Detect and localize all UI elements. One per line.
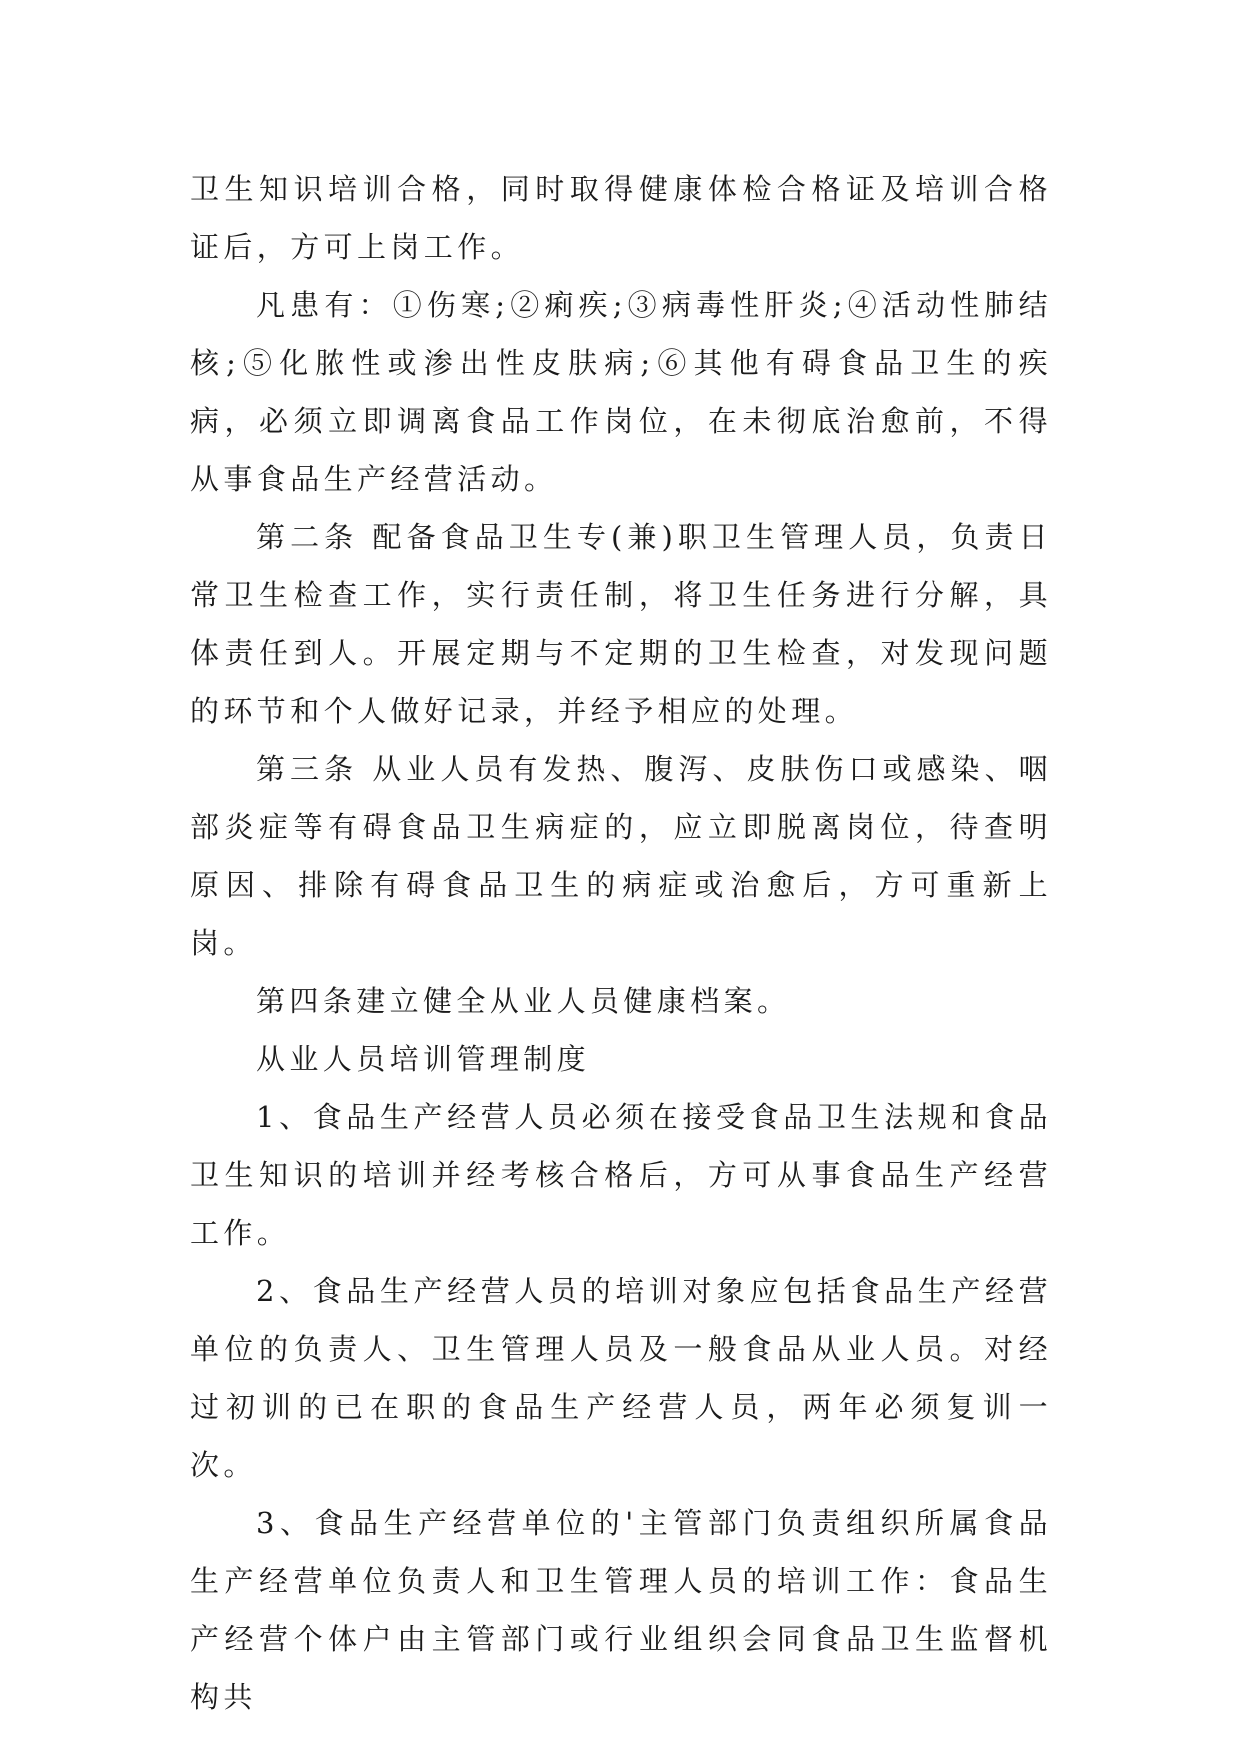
paragraph-health-certificate-continuation: 卫生知识培训合格，同时取得健康体检合格证及培训合格证后，方可上岗工作。 [190, 172, 1052, 264]
paragraph-item-two: 2、食品生产经营人员的培训对象应包括食品生产经营单位的负责人、卫生管理人员及一般食品从业人员。对经过初训的已在职的食品生产经营人员，两年必须复训一次。 [190, 1274, 1052, 1482]
section-heading-training-system: 从业人员培训管理制度 [256, 1042, 591, 1076]
document-body [190, 160, 1052, 1726]
paragraph-article-four: 第四条建立健全从业人员健康档案。 [256, 984, 791, 1018]
paragraph-article-two: 第二条 配备食品卫生专(兼)职卫生管理人员，负责日常卫生检查工作，实行责任制，将卫生任务进行分解，具体责任到人。开展定期与不定期的卫生检查，对发现问题的环节和个人做好记录，并经予相应的处理。 [190, 520, 1052, 728]
paragraph-item-one: 1、食品生产经营人员必须在接受食品卫生法规和食品卫生知识的培训并经考核合格后，方可从事食品生产经营工作。 [190, 1100, 1052, 1250]
paragraph-article-three: 第三条 从业人员有发热、腹泻、皮肤伤口或感染、咽部炎症等有碍食品卫生病症的，应立即脱离岗位，待查明原因、排除有碍食品卫生的病症或治愈后，方可重新上岗。 [190, 752, 1052, 960]
paragraph-item-three: 3、食品生产经营单位的'主管部门负责组织所属食品生产经营单位负责人和卫生管理人员的培训工作：食品生产经营个体户由主管部门或行业组织会同食品卫生监督机构共 [190, 1506, 1052, 1714]
paragraph-disease-list: 凡患有：①伤寒;②痢疾;③病毒性肝炎;④活动性肺结核;⑤化脓性或渗出性皮肤病;⑥其他有碍食品卫生的疾病，必须立即调离食品工作岗位，在未彻底治愈前，不得从事食品生产经营活动。 [190, 288, 1052, 496]
